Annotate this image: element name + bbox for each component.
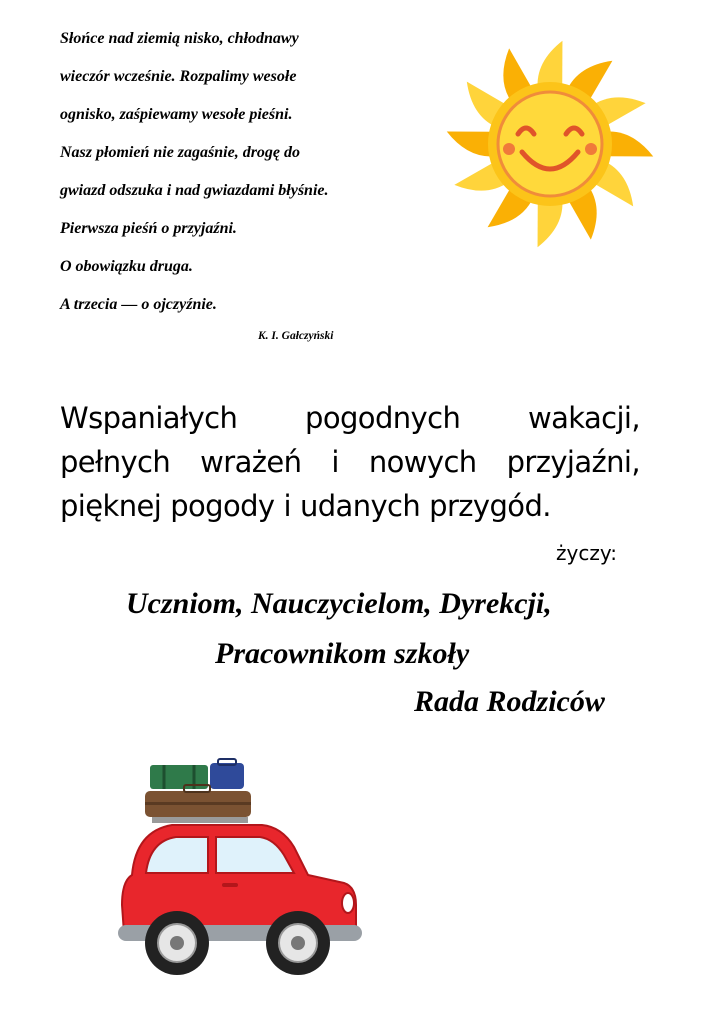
wish-word: przyjaźni, xyxy=(506,445,640,479)
roof-rack xyxy=(152,817,248,823)
poem-line: Pierwsza pieśń o przyjaźni. xyxy=(60,220,237,237)
rear-hub xyxy=(170,936,184,950)
wish-word: pięknej xyxy=(60,489,162,523)
suitcase-band xyxy=(145,802,251,805)
headlight xyxy=(342,893,354,913)
suitcase-handle xyxy=(218,759,236,765)
front-hub xyxy=(291,936,305,950)
poem-line: A trzecia — o ojczyźnie. xyxy=(60,296,217,313)
poem-line: O obowiązku druga. xyxy=(60,258,193,275)
recipients-line-2: Pracownikom szkoły xyxy=(215,637,470,670)
recipients-line-1: Uczniom, Nauczycielom, Dyrekcji, xyxy=(126,587,552,620)
zyczy-label: życzy: xyxy=(556,541,617,565)
poem xyxy=(60,26,420,330)
poem-line: ognisko, zaśpiewamy wesołe pieśni. xyxy=(60,106,293,123)
wish-word: pogodnych xyxy=(305,401,461,435)
wish-word: Wspaniałych xyxy=(60,401,238,435)
wishes-line-2 xyxy=(60,440,640,484)
poem-line: wieczór wcześnie. Rozpalimy wesołe xyxy=(60,68,297,85)
wish-word: przygód. xyxy=(429,489,551,523)
door-handle xyxy=(222,883,238,887)
wish-word: wakacji, xyxy=(527,401,640,435)
wish-word: pogody xyxy=(170,489,275,523)
poem-author: K. I. Gałczyński xyxy=(258,330,334,342)
sun-left-cheek xyxy=(503,143,515,155)
wish-word: udanych xyxy=(299,489,421,523)
wish-word: pełnych xyxy=(60,445,171,479)
sun-face xyxy=(498,92,602,196)
smiling-sun-icon xyxy=(440,36,660,252)
wishes-line-3 xyxy=(60,484,640,528)
wish-word: nowych xyxy=(368,445,477,479)
sun-right-cheek xyxy=(585,143,597,155)
wishes-line-1 xyxy=(60,396,640,440)
wish-word: i xyxy=(331,445,339,479)
red-car-with-luggage-icon xyxy=(112,755,362,990)
signature-rada-rodzicow: Rada Rodziców xyxy=(414,685,605,718)
poem-line: Nasz płomień nie zagaśnie, drogę do xyxy=(60,144,301,161)
poem-line: Słońce nad ziemią nisko, chłodnawy xyxy=(60,30,299,47)
wish-word: i xyxy=(283,489,291,523)
wishes-text xyxy=(60,396,640,528)
wish-word: wrażeń xyxy=(200,445,302,479)
blue-suitcase xyxy=(210,763,244,789)
poem-line: gwiazd odszuka i nad gwiazdami błyśnie. xyxy=(60,182,329,199)
